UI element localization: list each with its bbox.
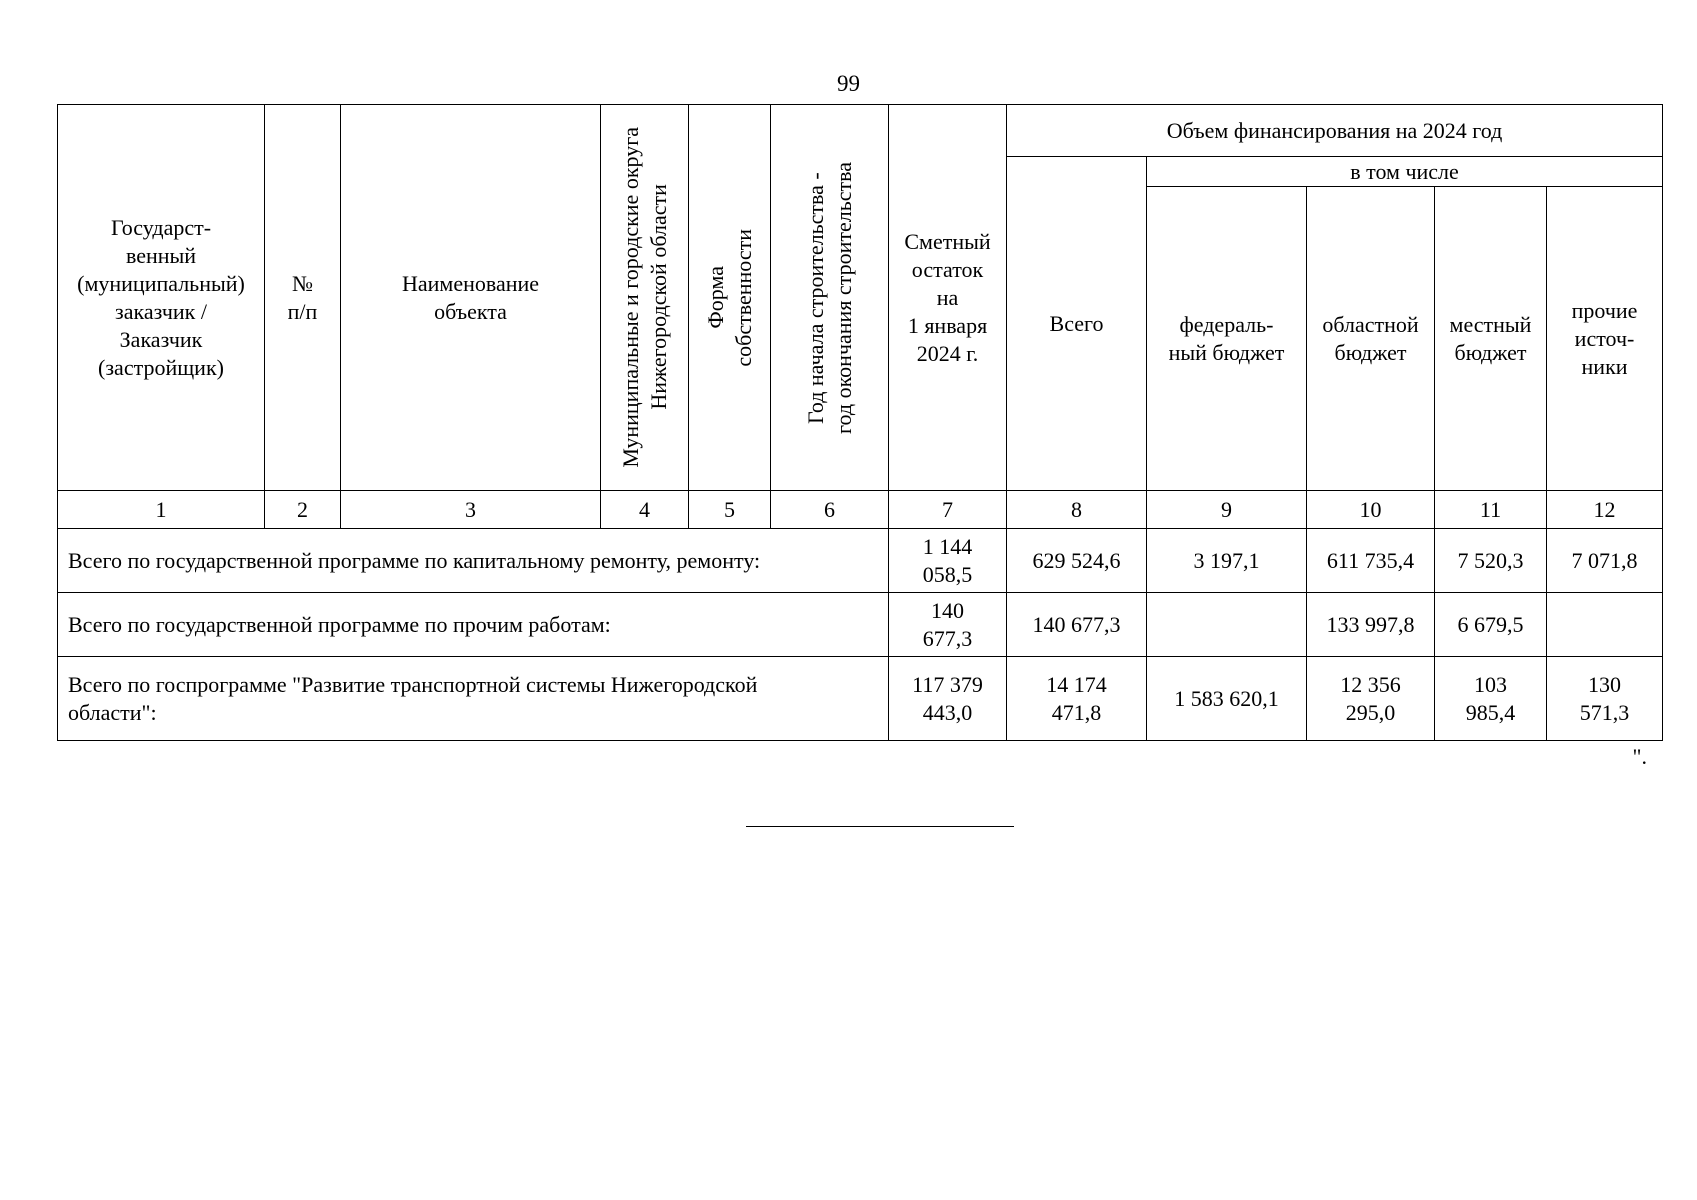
row-other: 130 571,3: [1547, 657, 1663, 741]
end-of-document-rule: [746, 826, 1014, 827]
row-balance: 117 379 443,0: [889, 657, 1007, 741]
header-municipalities-cell: [601, 105, 689, 491]
header-object-name: Наименование объекта: [341, 105, 601, 491]
row-label: Всего по государственной программе по прочим работам:: [58, 593, 889, 657]
column-number: 1: [58, 491, 265, 529]
column-number: 6: [771, 491, 889, 529]
table-row: [58, 529, 1663, 593]
column-number: 2: [265, 491, 341, 529]
row-label: Всего по госпрограмме "Развитие транспортной системы Нижегородской области":: [58, 657, 889, 741]
header-local: местный бюджет: [1435, 187, 1547, 491]
header-construction-years-cell: [771, 105, 889, 491]
row-total: 629 524,6: [1007, 529, 1147, 593]
header-other: прочие источ- ники: [1547, 187, 1663, 491]
column-number: 12: [1547, 491, 1663, 529]
row-label: Всего по государственной программе по капитальному ремонту, ремонту:: [58, 529, 889, 593]
table-row: [58, 593, 1663, 657]
row-balance: 140 677,3: [889, 593, 1007, 657]
header-row-top: [58, 105, 1663, 157]
header-ownership-cell: [689, 105, 771, 491]
header-total: Всего: [1007, 157, 1147, 491]
header-municipalities: Муниципальные и городские округа Нижегородской области: [617, 127, 671, 468]
row-regional: 133 997,8: [1307, 593, 1435, 657]
page-number: 99: [837, 71, 860, 96]
column-number: 4: [601, 491, 689, 529]
header-funding-volume: Объем финансирования на 2024 год: [1007, 105, 1663, 157]
header-estimated-balance: Сметный остаток на 1 января 2024 г.: [889, 105, 1007, 491]
row-balance: 1 144 058,5: [889, 529, 1007, 593]
column-number: 8: [1007, 491, 1147, 529]
row-federal: 3 197,1: [1147, 529, 1307, 593]
row-local: 7 520,3: [1435, 529, 1547, 593]
row-total: 14 174 471,8: [1007, 657, 1147, 741]
row-regional: 611 735,4: [1307, 529, 1435, 593]
row-other: [1547, 593, 1663, 657]
funding-table: [57, 104, 1663, 741]
column-numbers-row: [58, 491, 1663, 529]
header-regional: областной бюджет: [1307, 187, 1435, 491]
column-number: 3: [341, 491, 601, 529]
row-federal: [1147, 593, 1307, 657]
row-local: 6 679,5: [1435, 593, 1547, 657]
row-local: 103 985,4: [1435, 657, 1547, 741]
header-customer: Государст- венный (муниципальный) заказчик / Заказчик (застройщик): [58, 105, 265, 491]
column-number: 5: [689, 491, 771, 529]
column-number: 11: [1435, 491, 1547, 529]
row-federal: 1 583 620,1: [1147, 657, 1307, 741]
header-construction-years: Год начала строительства - год окончания строительства: [802, 161, 856, 434]
header-ownership: Форма собственности: [702, 228, 756, 367]
row-regional: 12 356 295,0: [1307, 657, 1435, 741]
row-other: 7 071,8: [1547, 529, 1663, 593]
table-row: [58, 657, 1663, 741]
header-federal: федераль- ный бюджет: [1147, 187, 1307, 491]
header-number: № п/п: [265, 105, 341, 491]
closing-quote-mark: ".: [1632, 744, 1647, 769]
column-number: 7: [889, 491, 1007, 529]
column-number: 10: [1307, 491, 1435, 529]
row-total: 140 677,3: [1007, 593, 1147, 657]
header-including: в том числе: [1147, 157, 1663, 187]
column-number: 9: [1147, 491, 1307, 529]
